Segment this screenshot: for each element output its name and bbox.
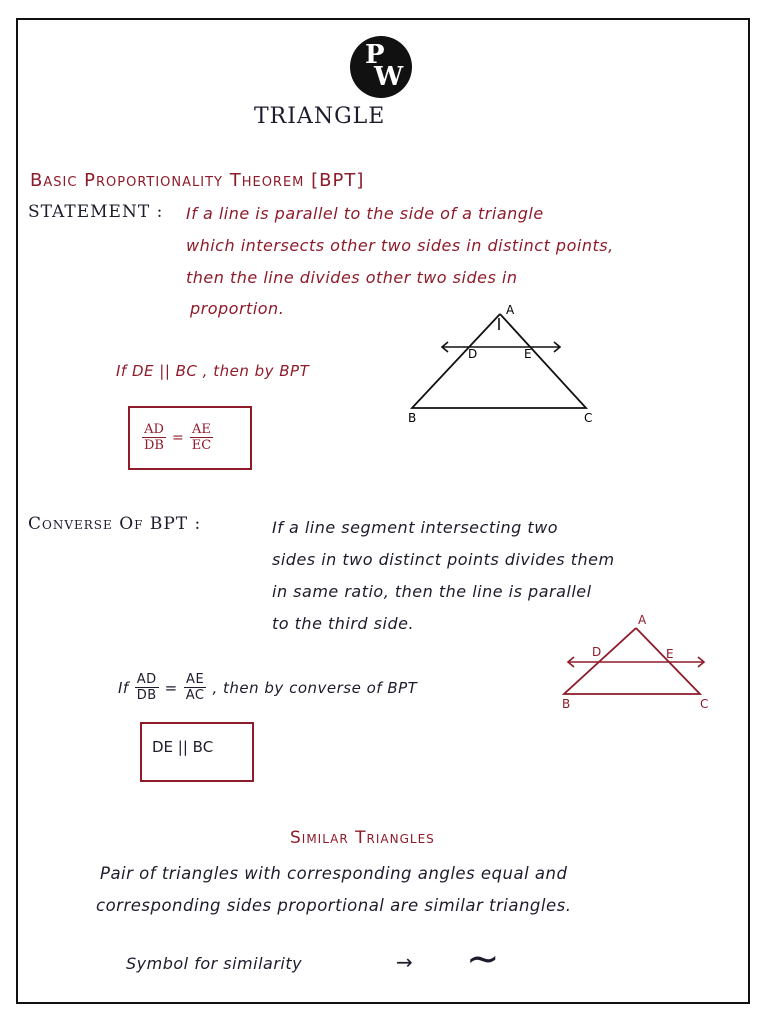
converse-rhs-numerator: AE	[186, 672, 205, 687]
statement-line-2: which intersects other two sides in distinct points,	[186, 236, 614, 255]
bpt-formula	[142, 422, 213, 453]
converse-condition	[118, 672, 417, 703]
similar-line-2: corresponding sides proportional are similar triangles.	[96, 896, 572, 915]
converse-label-a: A	[638, 613, 647, 627]
bpt-label-a: A	[506, 303, 515, 317]
bpt-equals-sign: =	[171, 429, 184, 446]
bpt-label-c: C	[584, 411, 593, 425]
logo-letter-w: W	[374, 62, 404, 92]
converse-fraction-rhs	[184, 672, 207, 703]
bpt-fraction-rhs	[190, 422, 213, 453]
symbol-label: Symbol for similarity	[126, 954, 303, 973]
bpt-label-b: B	[408, 411, 417, 425]
converse-line-3: in same ratio, then the line is parallel	[272, 582, 592, 601]
page-frame	[16, 18, 750, 1004]
converse-triangle	[564, 628, 700, 694]
statement-label: STATEMENT :	[28, 202, 164, 222]
similar-line-1: Pair of triangles with corresponding angles equal and	[100, 864, 568, 883]
converse-line-2: sides in two distinct points divides them	[272, 550, 615, 569]
pw-logo	[350, 36, 412, 98]
converse-equals-sign: =	[164, 678, 178, 697]
converse-label-c: C	[700, 697, 709, 711]
converse-label: Converse Of BPT :	[28, 514, 202, 534]
similar-heading: Similar Triangles	[290, 828, 435, 848]
converse-condition-prefix: If	[118, 678, 129, 697]
converse-line-1: If a line segment intersecting two	[272, 518, 559, 537]
bpt-condition: If DE || BC , then by BPT	[116, 362, 310, 380]
converse-result-box	[140, 722, 254, 782]
converse-label-d: D	[592, 645, 602, 659]
statement-line-1: If a line is parallel to the side of a triangle	[186, 204, 544, 223]
converse-rhs-denominator: AC	[185, 688, 205, 703]
statement-line-4: proportion.	[190, 299, 285, 318]
arrow-icon: →	[396, 950, 413, 974]
bpt-triangle-diagram	[400, 300, 600, 430]
bpt-label-e: E	[524, 347, 532, 361]
bpt-formula-box	[128, 406, 252, 470]
bpt-lhs-denominator: DB	[144, 438, 164, 453]
statement-line-3: then the line divides other two sides in	[186, 268, 518, 287]
converse-label-e: E	[666, 647, 674, 661]
logo-letter-p: P	[365, 40, 385, 70]
converse-lhs-denominator: DB	[136, 688, 157, 703]
bpt-fraction-lhs	[142, 422, 166, 453]
converse-lhs-numerator: AD	[136, 672, 157, 687]
page-title: TRIANGLE	[254, 104, 386, 129]
converse-line-4: to the third side.	[272, 614, 415, 633]
converse-triangle-diagram	[556, 610, 726, 710]
converse-result: DE || BC	[152, 738, 214, 756]
similarity-symbol: ~	[466, 936, 500, 982]
converse-condition-suffix: , then by converse of BPT	[212, 678, 418, 697]
converse-fraction-lhs	[135, 672, 159, 703]
bpt-lhs-numerator: AD	[144, 422, 164, 437]
bpt-heading: Basic Proportionality Theorem [BPT]	[30, 170, 365, 191]
bpt-rhs-denominator: EC	[191, 438, 212, 453]
bpt-rhs-numerator: AE	[191, 422, 211, 437]
bpt-label-d: D	[468, 347, 478, 361]
converse-label-b: B	[562, 697, 571, 711]
